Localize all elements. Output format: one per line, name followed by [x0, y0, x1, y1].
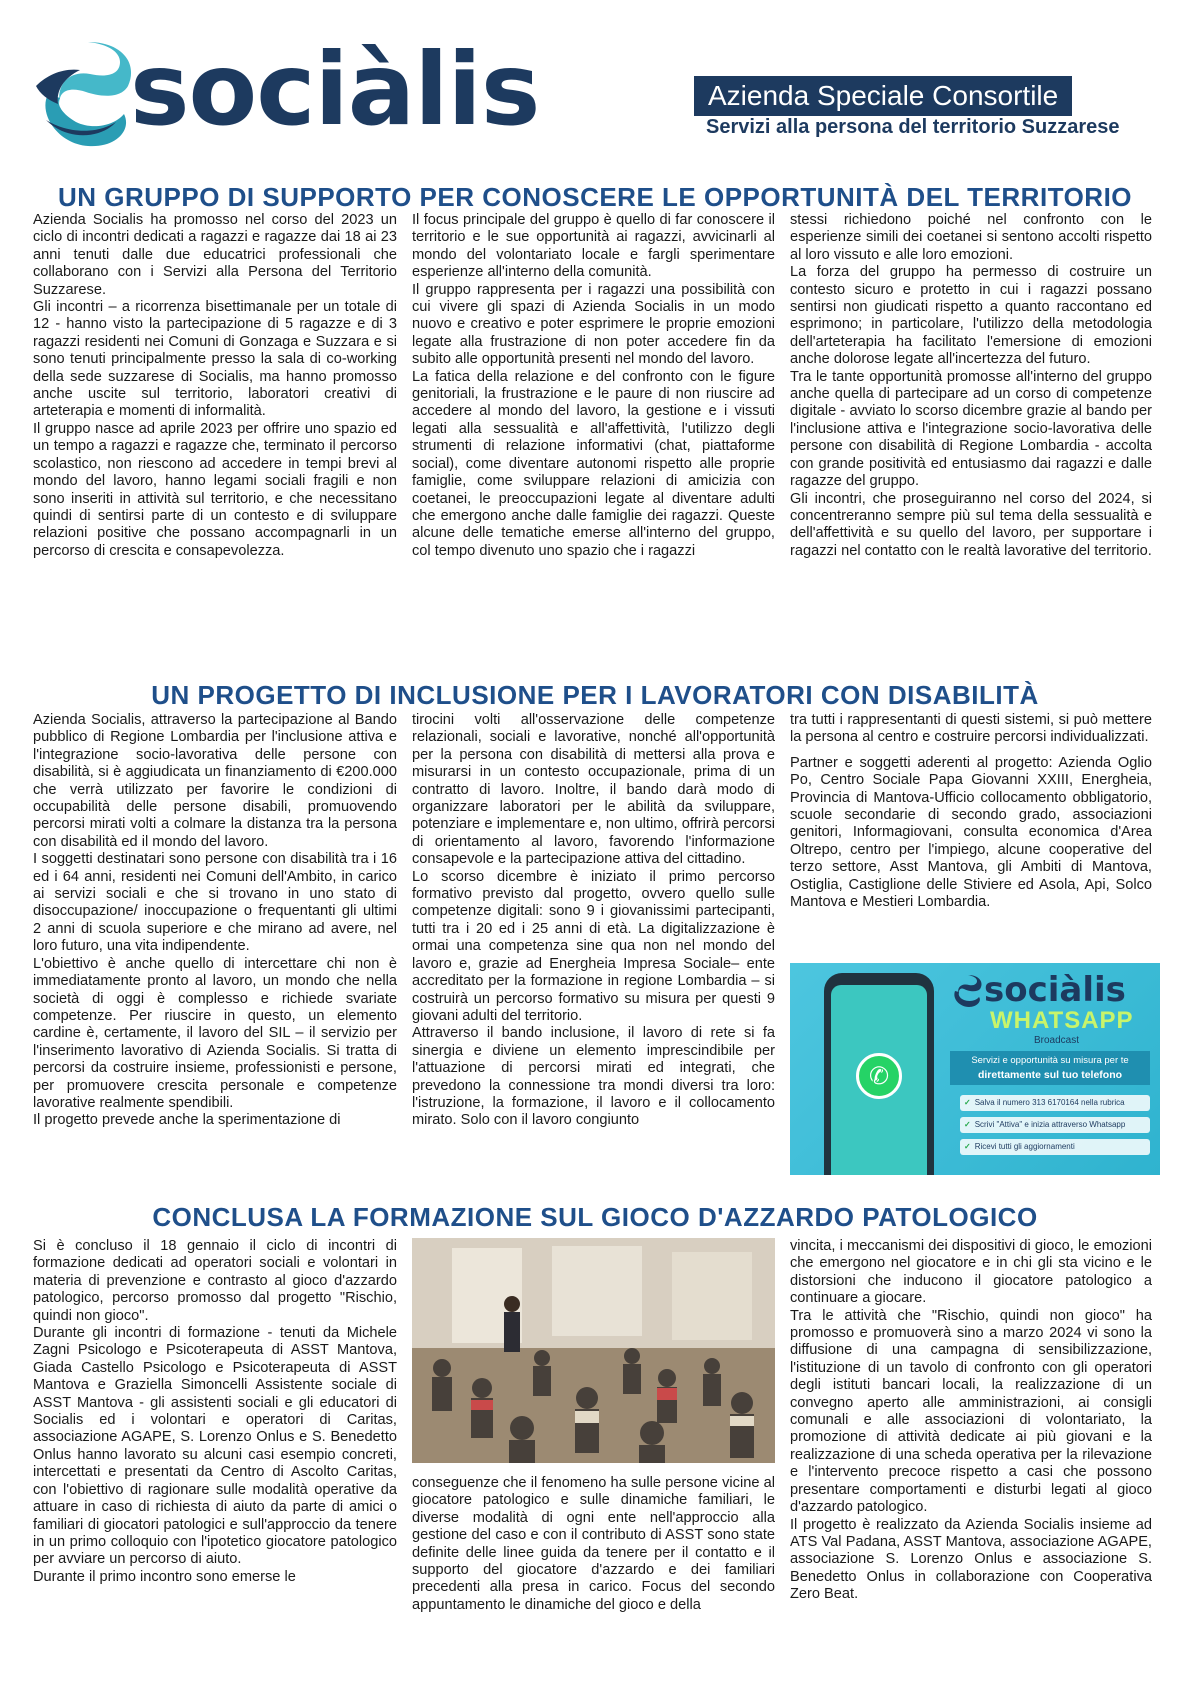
- check-icon: ✓: [964, 1142, 971, 1151]
- article3-column-3: [790, 1238, 1152, 1674]
- paragraph: I soggetti destinatari sono persone con disabilità tra i 16 ed i 64 anni, residenti nei Comuni dell'Ambito, in carico ai servizi sociali e che si trovano in uno stato di disoccupazione/ inoccupazione o frequentanti gli ultimi 2 anni di scuola superiore e che mirano ad avere, nel loro futuro, una vita indipendente.: [33, 851, 397, 955]
- card-subtitle: Broadcast: [1034, 1035, 1080, 1046]
- org-name-banner: Azienda Speciale Consortile: [694, 76, 1072, 116]
- card-step-label: Ricevi tutti gli aggiornamenti: [974, 1142, 1075, 1151]
- paragraph: Lo scorso dicembre è iniziato il primo percorso formativo previsto dal progetto, ovvero quello sulle competenze digitali: sono 9 i giovanissimi partecipanti, tutti tra i 20 ed i 25 anni di età. La digitalizzazione è ormai una competenza sine qua non nel mondo del lavoro e, grazie ad Energheia Impresa Sociale– ente accreditato per la formazione in regione Lombardia – si costruirà un percorso formativo su misura per questi 9 giovani adulti del territorio.: [412, 868, 775, 1024]
- card-step-3: [960, 1139, 1150, 1155]
- paragraph: La forza del gruppo ha permesso di costruire un contesto sicuro e protetto in cui i ragazzi possano sentirsi non giudicati rispetto a quanto raccontano ed esprimono; in particolare, l'utilizzo della metodologia dell'arteterapia ha facilitato l'emersione di emozioni anche dolorose legate all'incertezza del futuro.: [790, 264, 1152, 368]
- paragraph: Tra le tante opportunità promosse all'interno del gruppo anche quella di partecipare ad un corso di competenze digitale - avviato lo scorso dicembre grazie al bando per l'inclusione attiva e l'integrazione socio-lavorativa delle persone con disabilità di Regione Lombardia - accolta con grande positività ed entusiasmo dai ragazzi e dalle ragazze del gruppo.: [790, 368, 1152, 490]
- article1-column-2: [412, 212, 775, 662]
- training-session-photo: [412, 1238, 775, 1463]
- article3-column-2: [412, 1475, 775, 1675]
- paragraph: Il progetto è realizzato da Azienda Socialis insieme ad ATS Val Padana, ASST Mantova, associazione AGAPE, associazione S. Lorenzo Onlus e associazione S. Benedetto Onlus in collaborazione con Cooperativa Zero Beat.: [790, 1516, 1152, 1603]
- whatsapp-promo-card: [790, 963, 1160, 1175]
- paragraph: Tra le attività che "Rischio, quindi non gioco" ha promosso e promuoverà sino a marzo 2024 vi sono la diffusione di una campagna di sensibilizzazione, l'istituzione di un tavolo di confronto con gli operatori degli istituti bancari locali, la realizzazione di un convegno aperto alle amministrazioni, ai consigli comunali e alle associazioni di volontariato, la promozione di attività dedicate ai più giovani e la realizzazione di una scheda operativa per la rilevazione e l'intervento precoce rispetto a casi che possono presentare comportamenti e disturbi legati al gioco d'azzardo patologico.: [790, 1307, 1152, 1516]
- article2-title: UN PROGETTO DI INCLUSIONE PER I LAVORATORI CON DISABILITÀ: [151, 680, 1039, 710]
- paragraph: Durante gli incontri di formazione - tenuti da Michele Zagni Psicologo e Psicoterapeuta di ASST Mantova, Giada Castello Psicologo e Psicoterapeuta di ASST Mantova e Graziella Simoncelli Assistente sociale di ASST Mantova - gli assistenti sociali e gli educatori di Socialis ed i volontari e operatori di Caritas, associazione AGAPE, S. Lorenzo Onlus e S. Benedetto Onlus hanno lavorato su alcuni casi esempio concreti, intercettati e presentati da Centro di Ascolto Caritas, con l'obiettivo di ragionare sulle modalità operative da attuare in caso di richiesta di aiuto da parte di amici o familiari di giocatori patologici e sull'approccio da tenere in un primo colloquio con l'ipotetico giocatore patologico per avviare un percorso di aiuto.: [33, 1325, 397, 1568]
- card-step-label: Scrivi "Attiva" e inizia attraverso Whatsapp: [974, 1120, 1126, 1129]
- check-icon: ✓: [964, 1098, 971, 1107]
- paragraph: La fatica della relazione e del confronto con le figure genitoriali, la frustrazione e le paure di non riuscire ad accedere al mondo del lavoro, la gestione e i vissuti legati alla sessualità e all'affettività, l'utilizzo degli strumenti di relazione informativi (chat, piattaforme social), come diventare autonomi rispetto alle proprie famiglie, come sviluppare relazioni di amicizia con coetanei, le preoccupazioni legate al diventare adulti che emergono anche dalle famiglie dei ragazzi. Queste alcune delle tematiche emerse all'interno del gruppo, col tempo divenuto uno spazio che i ragazzi: [412, 368, 775, 559]
- logo-text: sociàlis: [130, 31, 540, 148]
- card-step-1: [960, 1095, 1150, 1111]
- card-banner-line1: Servizi e opportunità su misura per te: [971, 1055, 1129, 1066]
- paragraph: Il gruppo nasce ad aprile 2023 per offrire uno spazio ed un tempo a ragazzi e ragazze che, terminato il percorso scolastico, non riescono ad accedere in tempi brevi al mondo del lavoro, hanno legami sociali fragili e non sono inseriti in attività sul territorio, e che necessitano quindi di sentirsi parte di un contesto e di sviluppare relazioni positive che possano accompagnarli in un percorso di crescita e consapevolezza.: [33, 420, 397, 559]
- article2-column-1: [33, 712, 397, 1184]
- whatsapp-icon: ✆: [856, 1053, 902, 1099]
- paragraph: vincita, i meccanismi dei dispositivi di gioco, le emozioni che emergono nel giocatore e in chi gli sta vicino e le distorsioni che inducono il giocatore patologico a continuare a giocare.: [790, 1238, 1152, 1307]
- article3-column-1: [33, 1238, 397, 1674]
- article3-title: CONCLUSA LA FORMAZIONE SUL GIOCO D'AZZARDO PATOLOGICO: [152, 1202, 1038, 1232]
- article1-title: UN GRUPPO DI SUPPORTO PER CONOSCERE LE OPPORTUNITÀ DEL TERRITORIO: [57, 182, 1133, 212]
- paragraph: tra tutti i rappresentanti di questi sistemi, si può mettere la persona al centro e costruire percorsi individualizzati.: [790, 712, 1152, 746]
- card-logo-mark-icon: [950, 973, 986, 1009]
- paragraph: Il focus principale del gruppo è quello di far conoscere il territorio e le sue opportunità ai ragazzi, avvicinarli al mondo del volontariato locale e fargli sperimentare esperienze all'interno della comunità.: [412, 212, 775, 281]
- phone-illustration: [824, 973, 934, 1175]
- check-icon: ✓: [964, 1120, 971, 1129]
- paragraph: Il gruppo rappresenta per i ragazzi una possibilità con cui vivere gli spazi di Azienda Socialis in un modo nuovo e creativo e poter esprimere le proprie emozioni legate alla frustrazione di non poter accedere fin da subito alle opportunità presenti nel mondo del lavoro.: [412, 281, 775, 368]
- paragraph: Gli incontri – a ricorrenza bisettimanale per un totale di 12 - hanno visto la partecipazione di 5 ragazze e di 3 ragazzi residenti nei Comuni di Gonzaga e Suzzara e si sono tenuti principalmente presso la sala di co-working della sede suzzarese di Socialis, ma hanno promosso anche uscite sul territorio, laboratori creativi di arteterapia e momenti di informalità.: [33, 299, 397, 420]
- card-step-2: [960, 1117, 1150, 1133]
- card-logo-text: sociàlis: [984, 970, 1126, 1010]
- paragraph: Si è concluso il 18 gennaio il ciclo di incontri di formazione dedicati ad operatori sociali e volontari in materia di prevenzione e contrasto al gioco d'azzardo patologico, percorso promosso dal progetto "Rischio, quindi non gioco".: [33, 1238, 397, 1324]
- article2-column-3: [790, 712, 1152, 942]
- card-banner-line2: direttamente sul tuo telefono: [977, 1069, 1123, 1081]
- paragraph: L'obiettivo è anche quello di intercettare chi non è immediatamente pronto al lavoro, un mondo che nella società di oggi è complesso e richiede svariate competenze. Per riuscire in questo, un elemento cardine è, certamente, il lavoro del SIL – il servizio per l'inserimento lavorativo di Azienda Socialis. Si tratta di percorsi da costruire insieme, professionisti e persone, per promuovere crescita personale e competenze lavorative realmente spendibili.: [33, 955, 397, 1111]
- paragraph: Durante il primo incontro sono emerse le: [33, 1568, 296, 1585]
- paragraph: Il progetto prevede anche la sperimentazione di: [33, 1112, 341, 1129]
- paragraph: conseguenze che il fenomeno ha sulle persone vicine al giocatore patologico e sulle dinamiche familiari, le diverse modalità di ogni ente nell'approccio alla gestione del caso e con il contributo di ASST sono state definite delle linee guida da tenere per il contatto e il supporto del giocatore d'azzardo e dei familiari precedenti alla presa in carico. Focus del secondo appuntamento le dinamiche del gioco e della: [412, 1475, 775, 1613]
- paragraph: Azienda Socialis ha promosso nel corso del 2023 un ciclo di incontri dedicati a ragazzi e ragazze dai 18 ai 23 anni tenuti dalle due educatrici professionali che collaborano con i Servizi alla Persona del Territorio Suzzarese.: [33, 212, 397, 298]
- card-banner: [950, 1051, 1150, 1085]
- card-title: WHATSAPP: [990, 1007, 1134, 1034]
- article1-column-3: [790, 212, 1152, 652]
- paragraph: Gli incontri, che proseguiranno nel corso del 2024, si concentreranno sempre più sul tema della sessualità e dell'affettività e su quello del lavoro, per supportare i ragazzi nel contatto con le realtà lavorative del territorio.: [790, 490, 1152, 559]
- article1-column-1: [33, 212, 397, 642]
- org-subtitle: Servizi alla persona del territorio Suzzarese: [706, 116, 1120, 138]
- card-step-label: Salva il numero 313 6170164 nella rubrica: [974, 1098, 1125, 1107]
- paragraph: Partner e soggetti aderenti al progetto: Azienda Oglio Po, Centro Sociale Papa Giovanni XXIII, Energheia, Provincia di Mantova-Ufficio collocamento obbligatorio, scuole secondarie di secondo grado, associazioni genitori, Informagiovani, consulta economica d'Area Oltrepo, centro per l'impiego, alcune cooperative del terzo settore, Asst Mantova, gli Ambiti di Mantova, Ostiglia, Castiglione delle Stiviere ed Asola, Api, Solco Mantova e Mestieri Lombardia.: [790, 754, 1152, 911]
- paragraph: tirocini volti all'osservazione delle competenze relazionali, sociali e lavorative, nonché all'opportunità per la persona con disabilità di mettersi alla prova e misurarsi in un contesto occupazionale, prima di un contratto di lavoro. Inoltre, il bando darà modo di organizzare laboratori per le abilità da sviluppare, potenziare e implementare e, non ultimo, offrirà percorsi di orientamento al lavoro, favorendo l'informazione consapevole e la partecipazione attiva del cittadino.: [412, 712, 775, 868]
- paragraph: stessi richiedono poiché nel confronto con le esperienze simili dei coetanei si sentono accolti rispetto al loro vissuto e alle loro emozioni.: [790, 212, 1152, 263]
- header: [0, 0, 1190, 170]
- paragraph: Azienda Socialis, attraverso la partecipazione al Bando pubblico di Regione Lombardia per l'inclusione attiva e l'integrazione socio-lavorativa delle persone con disabilità, si è aggiudicata un finanziamento di €200.000 che verrà utilizzato per favorire le condizioni di occupabilità delle persone disabili, promuovendo percorsi mirati volti a colmare la distanza tra la persona con disabilità ed il mondo del lavoro.: [33, 712, 397, 850]
- article2-column-2: [412, 712, 775, 1184]
- paragraph: Attraverso il bando inclusione, il lavoro di rete si fa sinergia e diviene un elemento imprescindibile per l'attuazione di percorsi mirati ed integrati, che prevedono la connessione tra mondi diversi tra loro: l'istruzione, la formazione, il lavoro e il collocamento mirato. Solo con il lavoro congiunto: [412, 1025, 775, 1129]
